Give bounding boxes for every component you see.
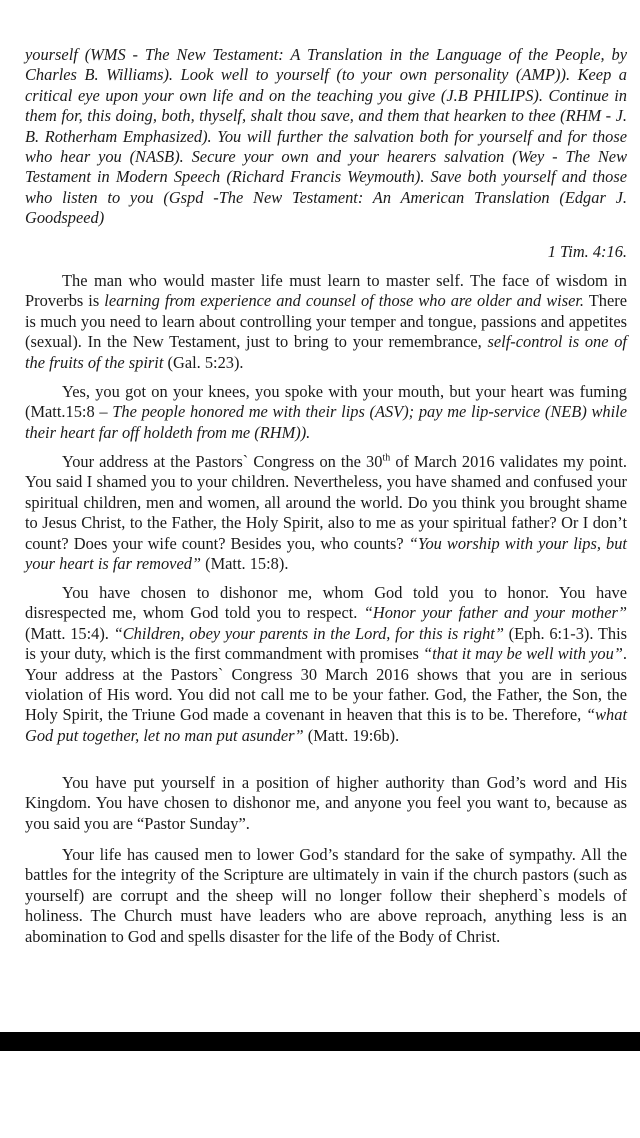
- paragraph-standard: [25, 845, 627, 947]
- italic-text-segment: “Children, obey your parents in the Lord, for this is right”: [113, 623, 504, 643]
- italic-text-segment: yourself (WMS - The New Testament: A Translation in the Language of the People, by Charles B. Williams). Look well to yourself (to your own personality (AMP)). Keep a critical eye upon your own life and on the teaching you give (J.B PHILIPS). Continue in them for, this doing, both, thyself, shalt thou save, and them that hearken to thee (RHM - J. B. Rotherham Emphasized). You will further the salvation both for yourself and for those who hear you (NASB). Secure your own and your hearers salvation (Wey - The New Testament in Modern Speech (Richard Francis Weymouth). Save both yourself and those who listen to you (Gspd -The New Testament: An American Translation (Edgar J. Goodspeed): [25, 45, 627, 228]
- text-segment: (Eph. 6:1-3). This is your duty, which is the first commandment with promises: [25, 623, 628, 664]
- text-segment: Your life has caused men to lower God’s standard for the sake of sympathy. All the battles for the integrity of the Scripture are ultimately in vain if the church pastors (such as yourself) are corrupt and the sheep will no longer follow their shepherd`s models of holiness. The Church must have leaders who are above reproach, anything less is an abomination to God and spells disaster for the life of the Body of Christ.: [25, 845, 627, 946]
- text-segment: . Your address at the Pastors` Congress 30 March 2016 shows that you are in serious violation of His word. You did not call me to be your father. God, the Father, the Son, the Holy Spirit, the Triune God made a covenant in heaven that this is to be. Therefore,: [25, 644, 627, 725]
- italic-text-segment: The people honored me with their lips (ASV); pay me lip-service (NEB) while their heart far off holdeth from me (RHM)).: [25, 402, 628, 442]
- text-segment: Yes, you got on your knees, you spoke with your mouth, but your heart was fuming (Matt.15:8 –: [25, 382, 627, 422]
- scripture-reference: 1 Tim. 4:16.: [547, 242, 627, 261]
- italic-text-segment: “what God put together, let no man put asunder”: [25, 705, 627, 745]
- text-segment: You have chosen to dishonor me, whom God told you to honor. You have disrespected me, whom God told you to respect.: [25, 583, 627, 623]
- paragraph-pastors-congress: [25, 452, 627, 574]
- text-segment: th: [382, 452, 391, 464]
- italic-text-segment: “You worship with your lips, but your heart is far removed”: [25, 533, 627, 574]
- text-segment: (Matt. 19:6b).: [303, 725, 400, 745]
- text-segment: There is much you need to learn about controlling your temper and tongue, passions and appetites (sexual). In the New Testament, just to bring to your remembrance,: [25, 291, 627, 352]
- paragraph-translations: [25, 45, 627, 229]
- italic-text-segment: learning from experience and counsel of those who are older and wiser.: [104, 291, 585, 311]
- paragraph-master-self: [25, 271, 627, 373]
- text-segment: (Matt. 15:8).: [201, 554, 289, 574]
- text-segment: (Gal. 5:23).: [163, 352, 244, 372]
- text-segment: of March 2016 validates my point. You said I shamed you to your children. Nevertheless, you have shamed and confused your spiritual children, men and women, all around the world. Do you think you brought shame to Jesus Christ, to the Father, the Holy Spirit, also to me as your spiritual father? Or I don’t count? Does your wife count? Besides you, who counts?: [25, 452, 627, 553]
- paragraph-dishonor: [25, 583, 627, 746]
- text-segment: Your address at the Pastors` Congress on the 30: [62, 452, 383, 471]
- bottom-black-bar: [0, 1032, 640, 1051]
- italic-text-segment: “Honor your father and your mother”: [363, 603, 627, 623]
- text-segment: You have put yourself in a position of higher authority than God’s word and His Kingdom. You have chosen to dishonor me, and anyone you feel you want to, because as you said you are “Pastor Sunday”.: [25, 773, 627, 833]
- paragraph-knees: [25, 382, 627, 443]
- paragraph-higher-authority: [25, 773, 627, 834]
- italic-text-segment: self-control is one of the fruits of the spirit: [25, 332, 627, 372]
- italic-text-segment: “that it may be well with you”: [423, 644, 623, 664]
- text-segment: (Matt. 15:4).: [25, 623, 114, 643]
- text-segment: The man who would master life must learn to master self. The face of wisdom in Proverbs is: [25, 271, 627, 311]
